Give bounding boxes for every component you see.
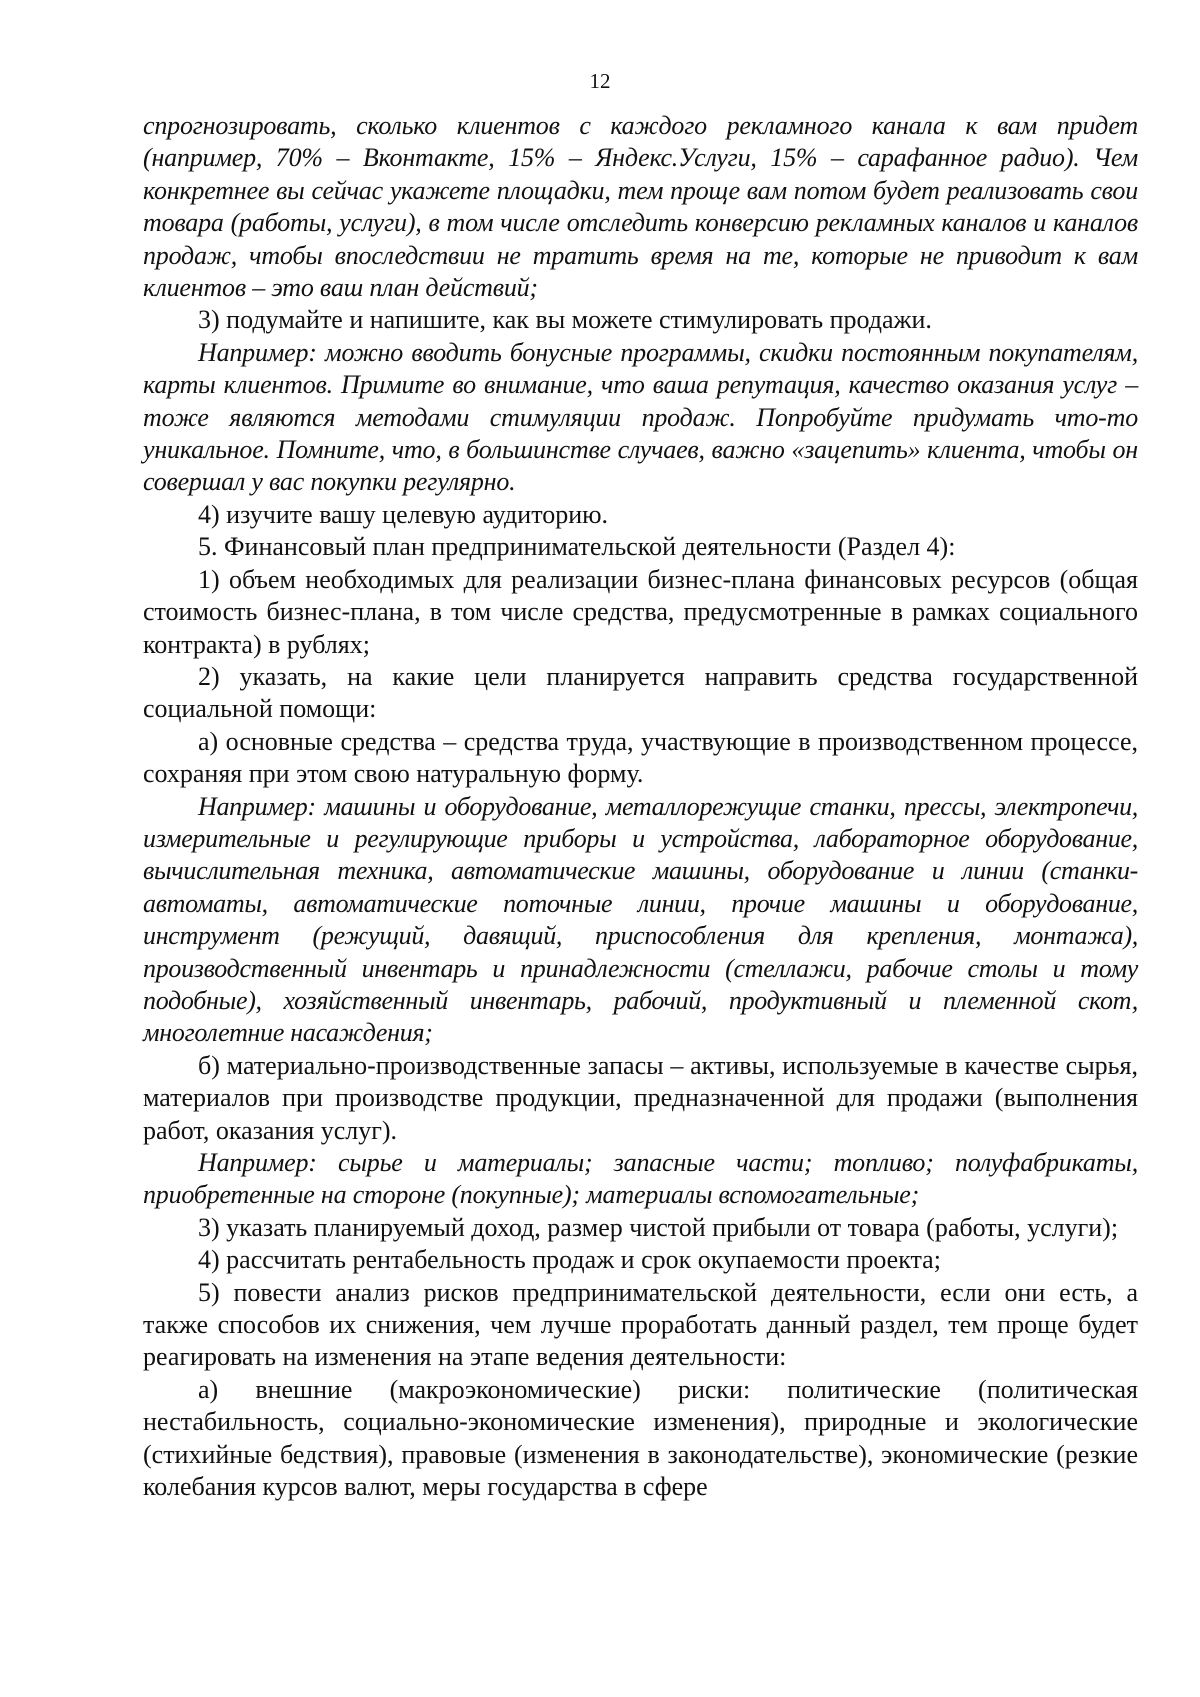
paragraph-forecast-channels: спрогнозировать, сколько клиентов с каждого рекламного канала к вам придет (например, 70% – Вконтакте, 15% – Яндекс.Услуги, 15% – сарафанное радио). Чем конкретнее вы сейчас укажете площадки, тем проще вам потом будет реализовать свои товара (работы, услуги), в том числе отследить конверсию рекламных каналов и каналов продаж, чтобы впоследствии не тратить время на те, которые не приводит к вам клиентов – это ваш план действий;: [143, 111, 1138, 303]
paragraph-planned-income: 3) указать планируемый доход, размер чистой прибыли от товара (работы, услуги);: [198, 1212, 1119, 1242]
paragraph-funding-purposes: 2) указать, на какие цели планируется направить средства государственной социальной помощи:: [143, 661, 1138, 724]
paragraph-financial-plan-heading: 5. Финансовый план предпринимательской деятельности (Раздел 4):: [198, 532, 956, 562]
page-number: 12: [589, 69, 611, 93]
paragraph-external-risks: а) внешние (макроэкономические) риски: политические (политическая нестабильность, социально-экономические изменения), природные и экологические (стихийные бедствия), правовые (изменения в законодательстве), экономические (резкие колебания курсов валют, меры государства в сфере: [143, 1374, 1138, 1502]
paragraph-financial-resources: 1) объем необходимых для реализации бизнес-плана финансовых ресурсов (общая стоимость бизнес-плана, в том числе средства, предусмотренные в рамках социального контракта) в рублях;: [143, 564, 1138, 659]
document-body: [143, 110, 1138, 1503]
paragraph-inventories: б) материально-производственные запасы – активы, используемые в качестве сырья, материалов при производстве продукции, предназначенной для продажи (выполнения работ, оказания услуг).: [143, 1050, 1138, 1145]
paragraph-target-audience: 4) изучите вашу целевую аудиторию.: [198, 499, 609, 529]
paragraph-inventories-example: Например: сырье и материалы; запасные части; топливо; полуфабрикаты, приобретенные на стороне (покупные); материалы вспомогательные;: [143, 1148, 1138, 1210]
paragraph-profitability: 4) рассчитать рентабельность продаж и срок окупаемости проекта;: [198, 1245, 941, 1275]
paragraph-stimulate-example: Например: можно вводить бонусные программы, скидки постоянным покупателям, карты клиентов. Примите во внимание, что ваша репутация, качество оказания услуг – тоже являются методами стимуляции продаж. Попробуйте придумать что-то уникальное. Помните, что, в большинстве случаев, важно «зацепить» клиента, чтобы он совершал у вас покупки регулярно.: [143, 337, 1138, 497]
paragraph-risk-analysis: 5) повести анализ рисков предпринимательской деятельности, если они есть, а также способов их снижения, чем лучше проработать данный раздел, тем проще будет реагировать на изменения на этапе ведения деятельности:: [143, 1277, 1138, 1372]
paragraph-stimulate-sales: 3) подумайте и напишите, как вы можете стимулировать продажи.: [198, 305, 932, 335]
paragraph-fixed-assets-example: Например: машины и оборудование, металлорежущие станки, прессы, электропечи, измерительные и регулирующие приборы и устройства, лабораторное оборудование, вычислительная техника, автоматические машины, оборудование и линии (станки-автоматы, автоматические поточные линии, прочие машины и оборудование, инструмент (режущий, давящий, приспособления для крепления, монтажа), производственный инвентарь и принадлежности (стеллажи, рабочие столы и тому подобные), хозяйственный инвентарь, рабочий, продуктивный и племенной скот, многолетние насаждения;: [143, 791, 1138, 1048]
paragraph-fixed-assets: а) основные средства – средства труда, участвующие в производственном процессе, сохраняя при этом свою натуральную форму.: [143, 726, 1138, 789]
